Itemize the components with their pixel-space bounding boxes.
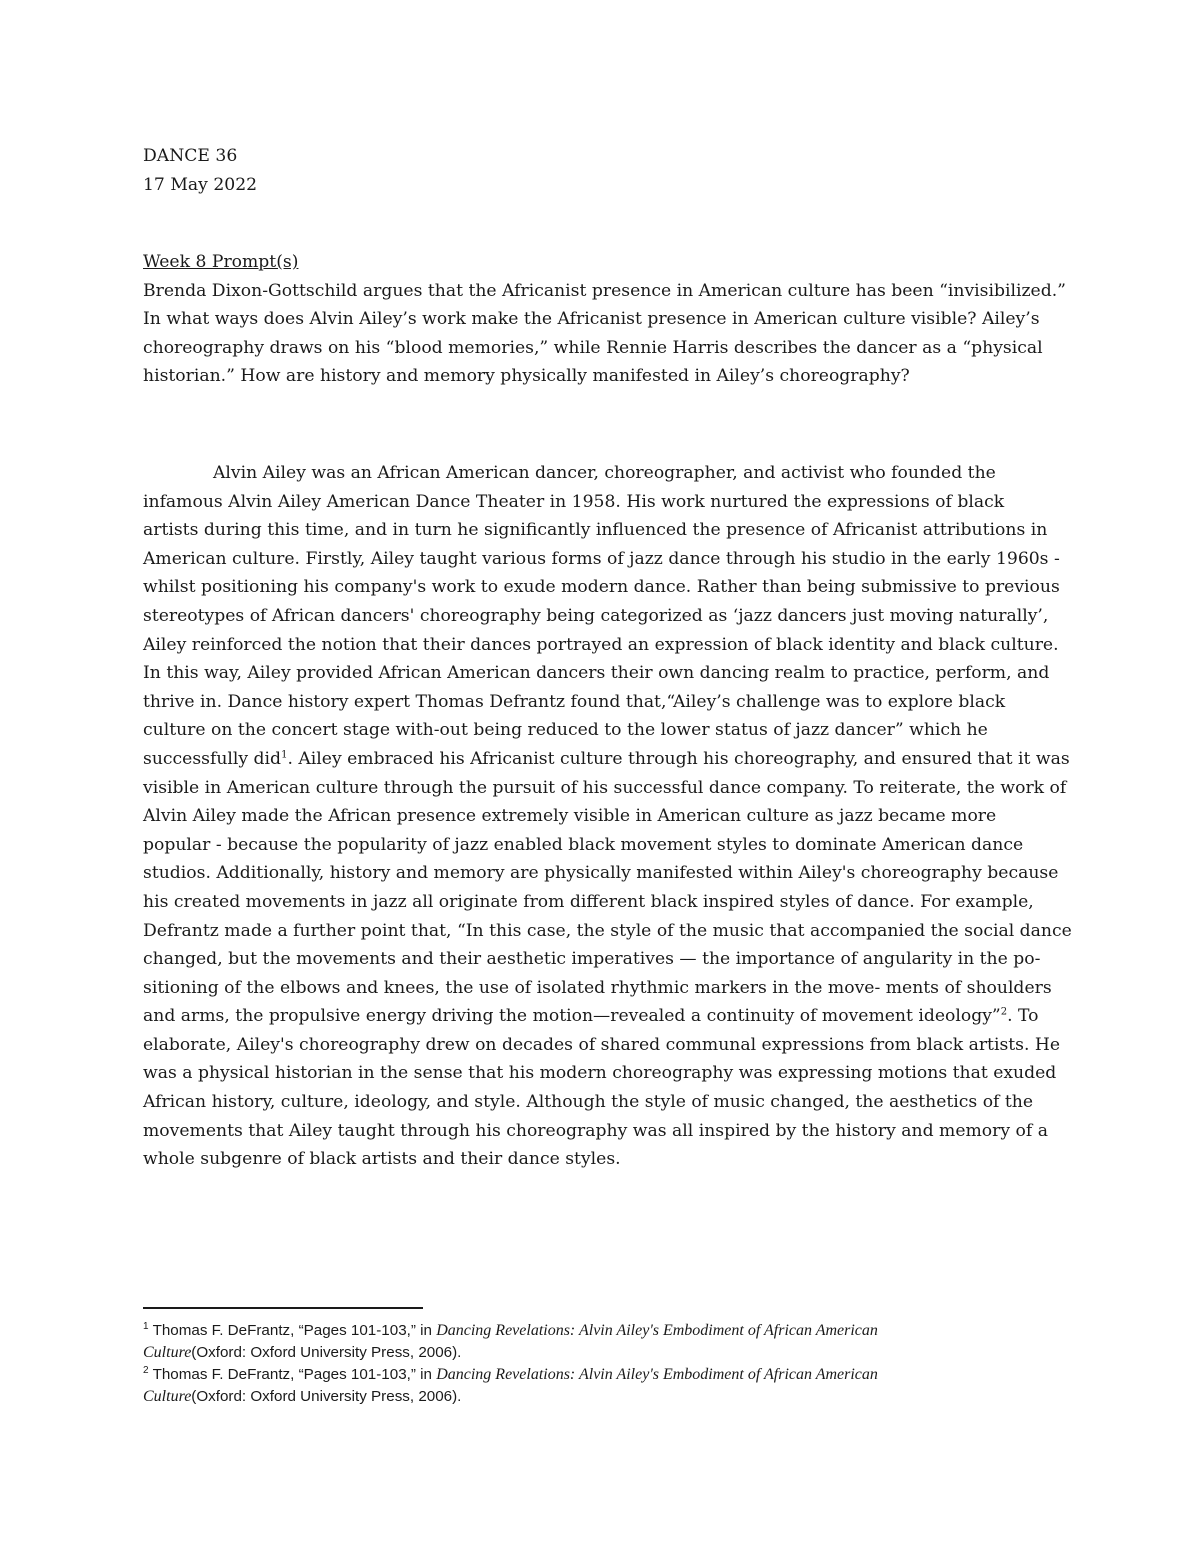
essay-text: successfully did — [143, 748, 282, 769]
essay-text: . Ailey embraced his Africanist culture through his choreography, and ensured that it was — [287, 748, 1070, 769]
prompt-title: Week 8 Prompt(s) — [143, 252, 299, 272]
essay-line: artists during this time, and in turn he significantly influenced the presence of Africanist attributions in — [143, 520, 1048, 541]
footnotes-section — [143, 1320, 1063, 1408]
footnote-ref-1[interactable]: 1 — [281, 749, 288, 761]
footnote-1 — [143, 1320, 1063, 1364]
footnote-line — [143, 1364, 1063, 1386]
footnote-book-title: Dancing Revelations: Alvin Ailey's Embodiment of African American — [436, 1322, 878, 1339]
footnote-mark: 2 — [143, 1364, 149, 1376]
footnote-text: (Oxford: Oxford University Press, 2006). — [191, 1344, 462, 1361]
essay-line: visible in American culture through the pursuit of his successful dance company. To reiterate, the work of — [143, 777, 1067, 798]
course-name: DANCE 36 — [143, 146, 238, 166]
prompt-line: In what ways does Alvin Ailey’s work make the Africanist presence in American culture visible? Ailey’s — [143, 309, 1040, 330]
prompt-section — [143, 248, 1066, 391]
prompt-line: Brenda Dixon-Gottschild argues that the Africanist presence in American culture has been “invisibilized.” — [143, 280, 1066, 301]
essay-line: thrive in. Dance history expert Thomas Defrantz found that,“Ailey’s challenge was to explore black — [143, 691, 1006, 712]
essay-line: changed, but the movements and their aesthetic imperatives — the importance of angularity in the po- — [143, 949, 1041, 970]
essay-line: Defrantz made a further point that, “In this case, the style of the music that accompanied the social dance — [143, 920, 1072, 941]
footnote-book-title: Culture — [143, 1344, 192, 1361]
prompt-line: historian.” How are history and memory physically manifested in Ailey’s choreography? — [143, 366, 910, 387]
footnote-line — [143, 1320, 1063, 1342]
essay-line: Alvin Ailey made the African presence extremely visible in American culture as jazz became more — [143, 806, 997, 827]
footnote-line — [143, 1342, 1063, 1364]
document-header — [143, 142, 1063, 199]
essay-line: studios. Additionally, history and memory are physically manifested within Ailey's choreography because — [143, 863, 1059, 884]
essay-line: elaborate, Ailey's choreography drew on decades of shared communal expressions from black artists. He — [143, 1034, 1061, 1055]
essay-line: movements that Ailey taught through his choreography was all inspired by the history and memory of a — [143, 1120, 1048, 1141]
prompt-line: choreography draws on his “blood memories,” while Rennie Harris describes the dancer as a “physical — [143, 337, 1043, 358]
essay-line: Alvin Ailey was an African American dancer, choreographer, and activist who founded the — [213, 463, 996, 483]
essay-line: In this way, Ailey provided African American dancers their own dancing realm to practice, perform, and — [143, 663, 1050, 684]
essay-text: . To — [1007, 1006, 1039, 1027]
essay-line: Ailey reinforced the notion that their dances portrayed an expression of black identity and black culture. — [143, 634, 1059, 655]
essay-line: African history, culture, ideology, and style. Although the style of music changed, the aesthetics of the — [143, 1092, 1034, 1113]
essay-line: his created movements in jazz all originate from different black inspired styles of dance. For example, — [143, 891, 1034, 912]
footnote-book-title: Culture — [143, 1388, 192, 1405]
essay-line-with-footnote-1 — [143, 745, 1070, 774]
essay-line: whilst positioning his company's work to exude modern dance. Rather than being submissive to previous — [143, 577, 1060, 598]
footnote-ref-2[interactable]: 2 — [1000, 1006, 1008, 1018]
essay-line: was a physical historian in the sense that his modern choreography was expressing motions that exuded — [143, 1063, 1057, 1084]
footnote-text: (Oxford: Oxford University Press, 2006). — [191, 1388, 462, 1405]
essay-line: American culture. Firstly, Ailey taught various forms of jazz dance through his studio in the early 1960s - — [143, 548, 1060, 569]
document-date: 17 May 2022 — [143, 174, 258, 195]
essay-text: and arms, the propulsive energy driving the motion—revealed a continuity of movement ideology” — [143, 1006, 1001, 1027]
footnote-mark: 1 — [143, 1320, 149, 1332]
footnote-line — [143, 1386, 1063, 1408]
essay-line: sitioning of the elbows and knees, the use of isolated rhythmic markers in the move- ments of shoulders — [143, 977, 1052, 998]
essay-line: stereotypes of African dancers' choreography being categorized as ‘jazz dancers just moving naturally’, — [143, 605, 1049, 626]
essay-line: whole subgenre of black artists and their dance styles. — [143, 1149, 621, 1170]
essay-line: popular - because the popularity of jazz enabled black movement styles to dominate American dance — [143, 834, 1024, 855]
footnote-book-title: Dancing Revelations: Alvin Ailey's Embodiment of African American — [436, 1366, 878, 1383]
footnote-text: Thomas F. DeFrantz, “Pages 101-103,” in — [152, 1322, 437, 1339]
footnote-text: Thomas F. DeFrantz, “Pages 101-103,” in — [152, 1366, 437, 1383]
footnote-separator — [143, 1307, 423, 1309]
essay-line: infamous Alvin Ailey American Dance Theater in 1958. His work nurtured the expressions of black — [143, 491, 1005, 512]
footnote-2 — [143, 1364, 1063, 1408]
essay-body — [143, 459, 1072, 1174]
essay-line-with-footnote-2 — [143, 1002, 1063, 1031]
essay-line: culture on the concert stage with-out being reduced to the lower status of jazz dancer” which he — [143, 720, 988, 741]
